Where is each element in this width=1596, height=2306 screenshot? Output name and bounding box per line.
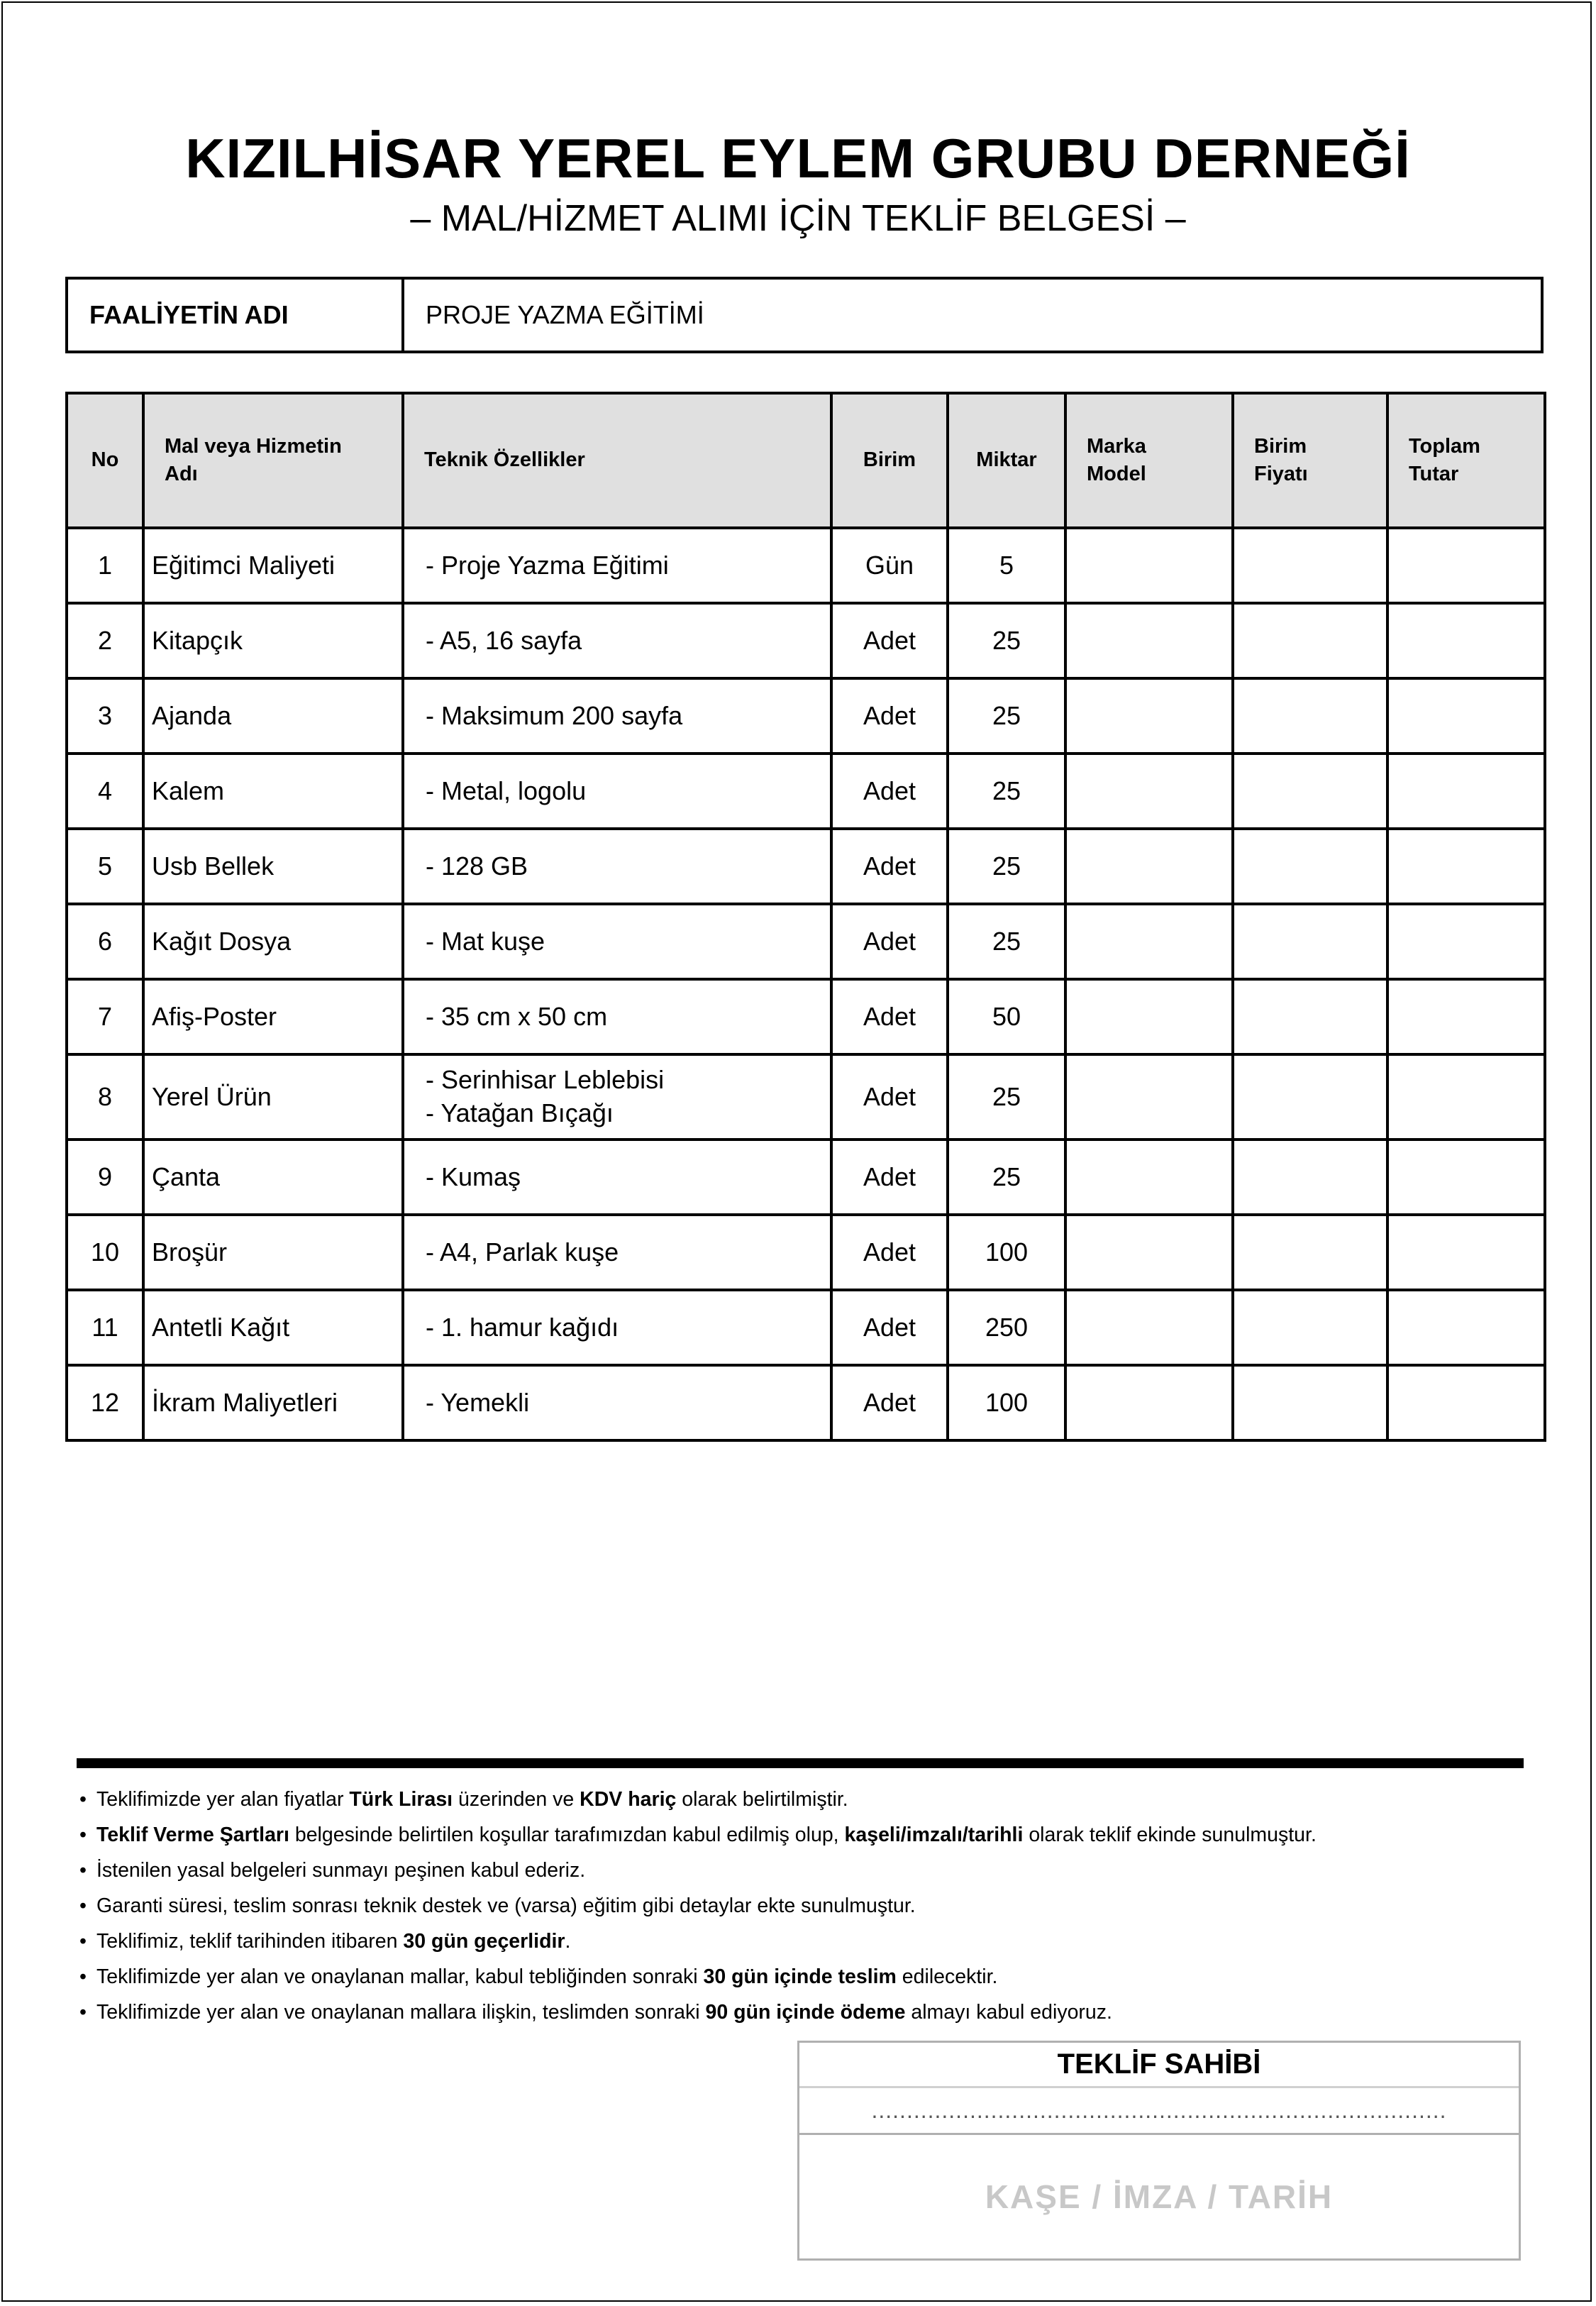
terms-item xyxy=(79,1890,1541,1926)
header-total: Toplam Tutar xyxy=(1387,393,1545,528)
row-no: 9 xyxy=(67,1140,143,1215)
row-unit-price-field[interactable] xyxy=(1233,678,1387,754)
table-row xyxy=(67,678,1545,754)
header-name: Mal veya Hizmetin Adı xyxy=(143,393,403,528)
header-spec: Teknik Özellikler xyxy=(403,393,831,528)
row-total-field[interactable] xyxy=(1387,904,1545,979)
terms-item xyxy=(79,1926,1541,1961)
document-title: KIZILHİSAR YEREL EYLEM GRUBU DERNEĞİ xyxy=(185,127,1411,189)
row-brand-model-field[interactable] xyxy=(1065,1215,1233,1290)
row-qty: 25 xyxy=(948,829,1065,904)
row-no: 2 xyxy=(67,603,143,678)
terms-emphasis: 90 gün içinde ödeme xyxy=(705,2001,906,2024)
terms-emphasis: 30 gün geçerlidir xyxy=(403,1930,565,1953)
table-row xyxy=(67,1290,1545,1365)
row-unit: Adet xyxy=(831,1054,948,1140)
row-brand-model-field[interactable] xyxy=(1065,678,1233,754)
spec-line: - Maksimum 200 sayfa xyxy=(426,700,683,730)
row-total-field[interactable] xyxy=(1387,603,1545,678)
row-unit-price-field[interactable] xyxy=(1233,1215,1387,1290)
row-brand-model-field[interactable] xyxy=(1065,754,1233,829)
table-row xyxy=(67,1054,1545,1140)
row-item-name: Kağıt Dosya xyxy=(143,904,403,979)
row-total-field[interactable] xyxy=(1387,528,1545,603)
terms-item xyxy=(79,1997,1541,2032)
row-item-name: Çanta xyxy=(143,1140,403,1215)
terms-emphasis: Türk Lirası xyxy=(349,1788,453,1811)
row-unit: Adet xyxy=(831,904,948,979)
terms-text: Garanti süresi, teslim sonrası teknik destek ve (varsa) eğitim gibi detaylar ekte sunulmuştur. xyxy=(96,1894,916,1917)
row-total-field[interactable] xyxy=(1387,754,1545,829)
table-row xyxy=(67,979,1545,1054)
row-unit: Adet xyxy=(831,979,948,1054)
spec-line: - Yemekli xyxy=(426,1387,530,1417)
table-header-row xyxy=(67,393,1545,528)
terms-emphasis: kaşeli/imzalı/tarihli xyxy=(844,1824,1024,1846)
terms-text: İstenilen yasal belgeleri sunmayı peşinen kabul ederiz. xyxy=(96,1859,586,1882)
activity-value[interactable]: PROJE YAZMA EĞİTİMİ xyxy=(426,300,704,329)
items-table xyxy=(65,392,1546,1442)
row-unit: Adet xyxy=(831,1365,948,1440)
document-subtitle: – MAL/HİZMET ALIMI İÇİN TEKLİF BELGESİ – xyxy=(410,198,1186,239)
row-item-name: Antetli Kağıt xyxy=(143,1290,403,1365)
row-no: 5 xyxy=(67,829,143,904)
row-qty: 25 xyxy=(948,1054,1065,1140)
spec-line: - 128 GB xyxy=(426,851,528,881)
row-qty: 25 xyxy=(948,1140,1065,1215)
header-unit: Birim xyxy=(831,393,948,528)
row-spec xyxy=(403,829,831,904)
row-no: 4 xyxy=(67,754,143,829)
signature-box xyxy=(797,2041,1521,2261)
table-row xyxy=(67,1365,1545,1440)
header-no: No xyxy=(67,393,143,528)
terms-text: edilecektir. xyxy=(896,1965,998,1988)
row-qty: 25 xyxy=(948,904,1065,979)
row-unit-price-field[interactable] xyxy=(1233,1365,1387,1440)
row-total-field[interactable] xyxy=(1387,1054,1545,1140)
row-unit: Adet xyxy=(831,678,948,754)
terms-list xyxy=(79,1784,1541,2032)
row-spec xyxy=(403,1290,831,1365)
row-unit-price-field[interactable] xyxy=(1233,1054,1387,1140)
row-item-name: Usb Bellek xyxy=(143,829,403,904)
row-unit: Adet xyxy=(831,1290,948,1365)
terms-text: . xyxy=(565,1930,571,1953)
row-unit-price-field[interactable] xyxy=(1233,1140,1387,1215)
row-spec xyxy=(403,1140,831,1215)
row-item-name: Yerel Ürün xyxy=(143,1054,403,1140)
row-no: 1 xyxy=(67,528,143,603)
row-brand-model-field[interactable] xyxy=(1065,1054,1233,1140)
row-unit-price-field[interactable] xyxy=(1233,603,1387,678)
row-no: 10 xyxy=(67,1215,143,1290)
row-unit-price-field[interactable] xyxy=(1233,528,1387,603)
spec-line: - Mat kuşe xyxy=(426,926,545,956)
terms-emphasis: 30 gün içinde teslim xyxy=(703,1965,897,1988)
spec-line: - Yatağan Bıçağı xyxy=(426,1098,614,1127)
row-item-name: İkram Maliyetleri xyxy=(143,1365,403,1440)
terms-emphasis: KDV hariç xyxy=(580,1788,677,1811)
row-brand-model-field[interactable] xyxy=(1065,1290,1233,1365)
row-unit-price-field[interactable] xyxy=(1233,979,1387,1054)
row-unit-price-field[interactable] xyxy=(1233,904,1387,979)
spec-line: - 35 cm x 50 cm xyxy=(426,1001,608,1031)
separator-rule xyxy=(77,1758,1524,1768)
row-qty: 5 xyxy=(948,528,1065,603)
row-unit-price-field[interactable] xyxy=(1233,1290,1387,1365)
stamp-signature-date-area[interactable]: KAŞE / İMZA / TARİH xyxy=(985,2178,1334,2215)
terms-text: Teklifimiz, teklif tarihinden itibaren xyxy=(96,1930,404,1953)
row-unit: Gün xyxy=(831,528,948,603)
terms-item xyxy=(79,1819,1541,1855)
row-brand-model-field[interactable] xyxy=(1065,979,1233,1054)
row-spec xyxy=(403,904,831,979)
terms-text: olarak teklif ekinde sunulmuştur. xyxy=(1023,1824,1317,1846)
row-total-field[interactable] xyxy=(1387,1365,1545,1440)
row-unit-price-field[interactable] xyxy=(1233,829,1387,904)
header-qty: Miktar xyxy=(948,393,1065,528)
row-spec xyxy=(403,979,831,1054)
spec-line: - Kumaş xyxy=(426,1162,521,1191)
row-qty: 25 xyxy=(948,754,1065,829)
terms-text: Teklifimizde yer alan ve onaylanan mallar, kabul tebliğinden sonraki xyxy=(96,1965,704,1988)
activity-table xyxy=(65,277,1544,353)
signature-name-line[interactable]: .................................................................................. xyxy=(799,2088,1519,2135)
row-unit: Adet xyxy=(831,603,948,678)
terms-text: üzerinden ve xyxy=(453,1788,580,1811)
row-no: 6 xyxy=(67,904,143,979)
terms-item xyxy=(79,1961,1541,1997)
row-brand-model-field[interactable] xyxy=(1065,528,1233,603)
row-total-field[interactable] xyxy=(1387,678,1545,754)
table-row xyxy=(67,904,1545,979)
row-spec xyxy=(403,1365,831,1440)
row-qty: 250 xyxy=(948,1290,1065,1365)
spec-line: - A4, Parlak kuşe xyxy=(426,1237,619,1267)
row-total-field[interactable] xyxy=(1387,1290,1545,1365)
row-no: 12 xyxy=(67,1365,143,1440)
table-row xyxy=(67,1215,1545,1290)
row-qty: 50 xyxy=(948,979,1065,1054)
row-item-name: Kitapçık xyxy=(143,603,403,678)
terms-text: Teklifimizde yer alan ve onaylanan mallara ilişkin, teslimden sonraki xyxy=(96,2001,706,2024)
header-unit-price: Birim Fiyatı xyxy=(1233,393,1387,528)
row-spec xyxy=(403,678,831,754)
row-item-name: Eğitimci Maliyeti xyxy=(143,528,403,603)
spec-line: - Metal, logolu xyxy=(426,776,587,805)
row-spec xyxy=(403,754,831,829)
terms-text: almayı kabul ediyoruz. xyxy=(905,2001,1112,2024)
terms-text: belgesinde belirtilen koşullar tarafımızdan kabul edilmiş olup, xyxy=(289,1824,845,1846)
row-total-field[interactable] xyxy=(1387,1140,1545,1215)
row-total-field[interactable] xyxy=(1387,979,1545,1054)
row-qty: 25 xyxy=(948,678,1065,754)
row-total-field[interactable] xyxy=(1387,829,1545,904)
row-no: 3 xyxy=(67,678,143,754)
spec-line: - A5, 16 sayfa xyxy=(426,625,582,655)
activity-label: FAALİYETİN ADI xyxy=(68,280,404,351)
terms-item xyxy=(79,1784,1541,1819)
row-brand-model-field[interactable] xyxy=(1065,1365,1233,1440)
row-item-name: Ajanda xyxy=(143,678,403,754)
row-spec xyxy=(403,1215,831,1290)
header-brand: Marka Model xyxy=(1065,393,1233,528)
table-row xyxy=(67,603,1545,678)
row-spec xyxy=(403,528,831,603)
row-item-name: Broşür xyxy=(143,1215,403,1290)
row-qty: 100 xyxy=(948,1365,1065,1440)
row-item-name: Afiş-Poster xyxy=(143,979,403,1054)
terms-item xyxy=(79,1855,1541,1890)
row-brand-model-field[interactable] xyxy=(1065,603,1233,678)
spec-line: - 1. hamur kağıdı xyxy=(426,1312,619,1342)
row-spec xyxy=(403,603,831,678)
row-unit: Adet xyxy=(831,829,948,904)
table-body xyxy=(67,528,1545,1440)
row-unit: Adet xyxy=(831,1140,948,1215)
table-row xyxy=(67,1140,1545,1215)
row-no: 11 xyxy=(67,1290,143,1365)
table-row xyxy=(67,754,1545,829)
row-unit: Adet xyxy=(831,754,948,829)
terms-emphasis: Teklif Verme Şartları xyxy=(96,1824,289,1846)
row-brand-model-field[interactable] xyxy=(1065,829,1233,904)
row-brand-model-field[interactable] xyxy=(1065,1140,1233,1215)
row-brand-model-field[interactable] xyxy=(1065,904,1233,979)
row-qty: 100 xyxy=(948,1215,1065,1290)
terms-text: Teklifimizde yer alan fiyatlar xyxy=(96,1788,350,1811)
signature-title: TEKLİF SAHİBİ xyxy=(799,2043,1519,2088)
spec-line: - Proje Yazma Eğitimi xyxy=(426,550,669,580)
row-unit-price-field[interactable] xyxy=(1233,754,1387,829)
row-no: 7 xyxy=(67,979,143,1054)
row-no: 8 xyxy=(67,1054,143,1140)
row-qty: 25 xyxy=(948,603,1065,678)
row-total-field[interactable] xyxy=(1387,1215,1545,1290)
spec-line: - Serinhisar Leblebisi xyxy=(426,1065,665,1095)
terms-text: olarak belirtilmiştir. xyxy=(676,1788,848,1811)
row-unit: Adet xyxy=(831,1215,948,1290)
table-row xyxy=(67,528,1545,603)
table-row xyxy=(67,829,1545,904)
row-item-name: Kalem xyxy=(143,754,403,829)
row-spec xyxy=(403,1054,831,1140)
